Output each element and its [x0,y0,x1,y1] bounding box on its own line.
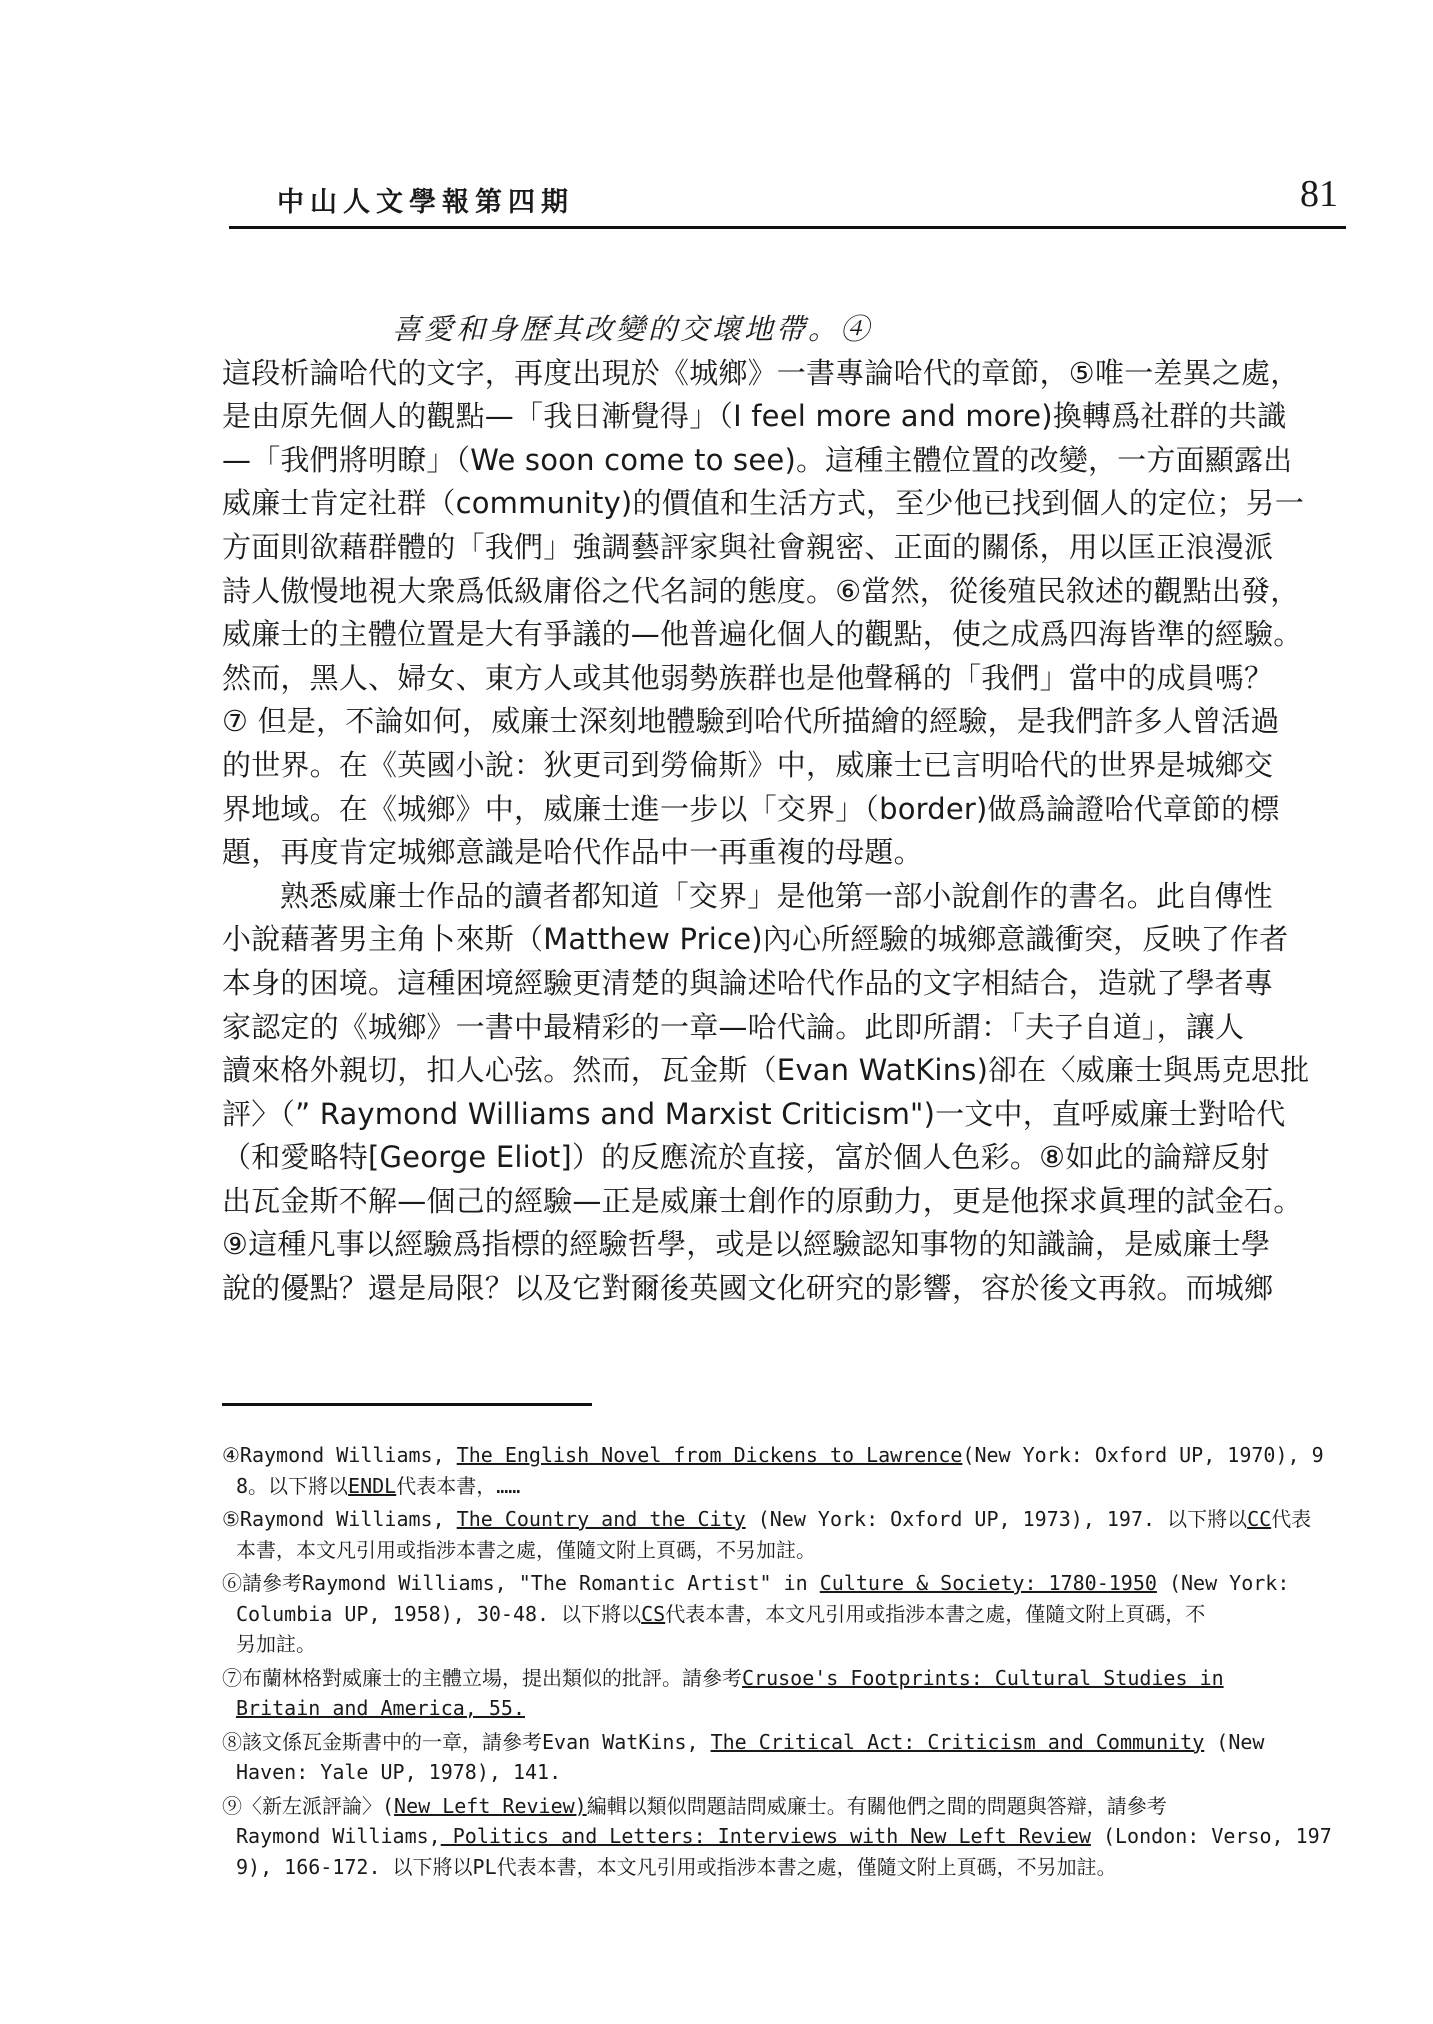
text-line: ⑦ 但是，不論如何，威廉士深刻地體驗到哈代所描繪的經驗，是我們許多人曾活過 [222,704,1280,739]
text-line: 小說藉著男主角卜來斯（Matthew Price)內心所經驗的城鄉意識衝突，反映了作者 [222,922,1289,957]
text-line: ⑨這種凡事以經驗爲指標的經驗哲學，或是以經驗認知事物的知識論，是威廉士學 [222,1227,1271,1262]
text-line: 威廉士肯定社群（community)的價值和生活方式，至少他已找到個人的定位；另一 [222,486,1305,521]
text-line: 家認定的《城鄉》一書中最精彩的一章—哈代論。此即所謂：「夫子自道」，讓人 [222,1009,1245,1044]
text-line: 這段析論哈代的文字，再度出現於《城鄉》一書專論哈代的章節，⑤唯一差異之處， [222,355,1300,390]
book-title: The English Novel from Dickens to Lawrence [456,1443,963,1467]
text-line: —「我們將明瞭」（We soon come to see)。這種主體位置的改變，一方面顯露出 [222,442,1293,477]
footnote-9: ⑨〈新左派評論〉(New Left Review)編輯以類似問題詰問威廉士。有關他們之間的問題與答辯，請參考 Raymond Williams, Politics and Letters: Interviews with New Left Review (London: Verso, 197 9), 166-172. 以下將以PL代表本書，本文凡引用或指涉本書之處，僅隨文附上頁碼，不另加註。 [222,1793,1332,1879]
text-line: 威廉士的主體位置是大有爭議的—他普遍化個人的觀點，使之成爲四海皆準的經驗。 [222,617,1303,652]
footnote-6: ⑥請參考Raymond Williams, "The Romantic Artist" in Culture & Society: 1780-1950 (New York: Columbia UP, 1958), 30-48. 以下將以CS代表本書，本文凡引用或指涉本書之處，僅隨文附上頁碼，不 另加註。 [222,1571,1290,1656]
text-line: （和愛略特[George Eliot]）的反應流於直接，富於個人色彩。⑧如此的論辯反射 [222,1140,1270,1175]
book-title: Politics and Letters: Interviews with New Left Review [440,1824,1091,1848]
footnote-7: ⑦布蘭林格對威廉士的主體立場，提出類似的批評。請參考Crusoe's Footprints: Cultural Studies in Britain and America, 55. [222,1663,1342,1724]
abbreviation: CS [641,1601,666,1626]
text-line: 界地域。在《城鄉》中，威廉士進一步以「交界」（border)做爲論證哈代章節的標 [222,791,1280,826]
book-title: Culture & Society: 1780-1950 [819,1571,1157,1595]
text-line: 本身的困境。這種困境經驗更清楚的與論述哈代作品的文字相結合，造就了學者專 [222,965,1274,1000]
text-line: 是由原先個人的觀點—「我日漸覺得」（I feel more and more)換轉爲社群的共識 [222,399,1287,434]
abbreviation: CC [1247,1507,1272,1531]
journal-name: New Left Review) [394,1793,587,1818]
book-title: Britain and America, 55. [236,1696,525,1720]
text-line: 讀來格外親切，扣人心弦。然而，瓦金斯（Evan WatKins)卻在〈威廉士與馬克思批 [222,1053,1310,1088]
text-line: 詩人傲慢地視大衆爲低級庸俗之代名詞的態度。⑥當然，從後殖民敘述的觀點出發， [222,573,1300,608]
running-header [229,172,1346,230]
footnote-5: ⑤Raymond Williams, The Country and the City (New York: Oxford UP, 1973), 197. 以下將以CC代表 本書，本文凡引用或指涉本書之處，僅隨文附上頁碼，不另加註。 [222,1507,1312,1562]
journal-title: 中山人文學報第四期 [277,187,574,218]
footnote-rule [222,1403,592,1406]
abbreviation: ENDL [348,1473,397,1498]
book-title: Crusoe's Footprints: Cultural Studies in [742,1665,1224,1690]
text-line: 題，再度肯定城鄉意識是哈代作品中一再重複的母題。 [222,835,923,870]
quote-line: 喜愛和身歷其改變的交壞地帶。④ [392,312,873,346]
book-title: The Country and the City [456,1507,746,1531]
footnote-8: ⑧該文係瓦金斯書中的一章，請參考Evan WatKins, The Critical Act: Criticism and Community (New Haven: Yale UP, 1978), 141. [222,1729,1265,1784]
footnotes [222,1440,1342,1885]
footnote-4: ④Raymond Williams, The English Novel from Dickens to Lawrence(New York: Oxford UP, 1970), 9 8。以下將以ENDL代表本書，…… [222,1443,1324,1498]
body-text [222,308,1342,1311]
paragraph-start: 熟悉威廉士作品的讀者都知道「交界」是他第一部小說創作的書名。此自傳性 [280,878,1273,913]
page-number: 81 [1300,173,1338,215]
text-line: 的世界。在《英國小說：狄更司到勞倫斯》中，威廉士已言明哈代的世界是城鄉交 [222,747,1274,782]
text-line: 說的優點？還是局限？以及它對爾後英國文化研究的影響，容於後文再敘。而城鄉 [222,1271,1274,1306]
text-line: 評〉（” Raymond Williams and Marxist Criticism")一文中，直呼威廉士對哈代 [222,1096,1286,1131]
text-line: 然而，黑人、婦女、東方人或其他弱勢族群也是他聲稱的「我們」當中的成員嗎？ [222,660,1274,695]
book-title: The Critical Act: Criticism and Community [710,1729,1205,1754]
text-line: 方面則欲藉群體的「我們」強調藝評家與社會親密、正面的關係，用以匡正浪漫派 [222,529,1274,564]
text-line: 出瓦金斯不解—個己的經驗—正是威廉士創作的原動力，更是他探求眞理的試金石。 [222,1183,1303,1218]
header-rule [229,226,1346,229]
